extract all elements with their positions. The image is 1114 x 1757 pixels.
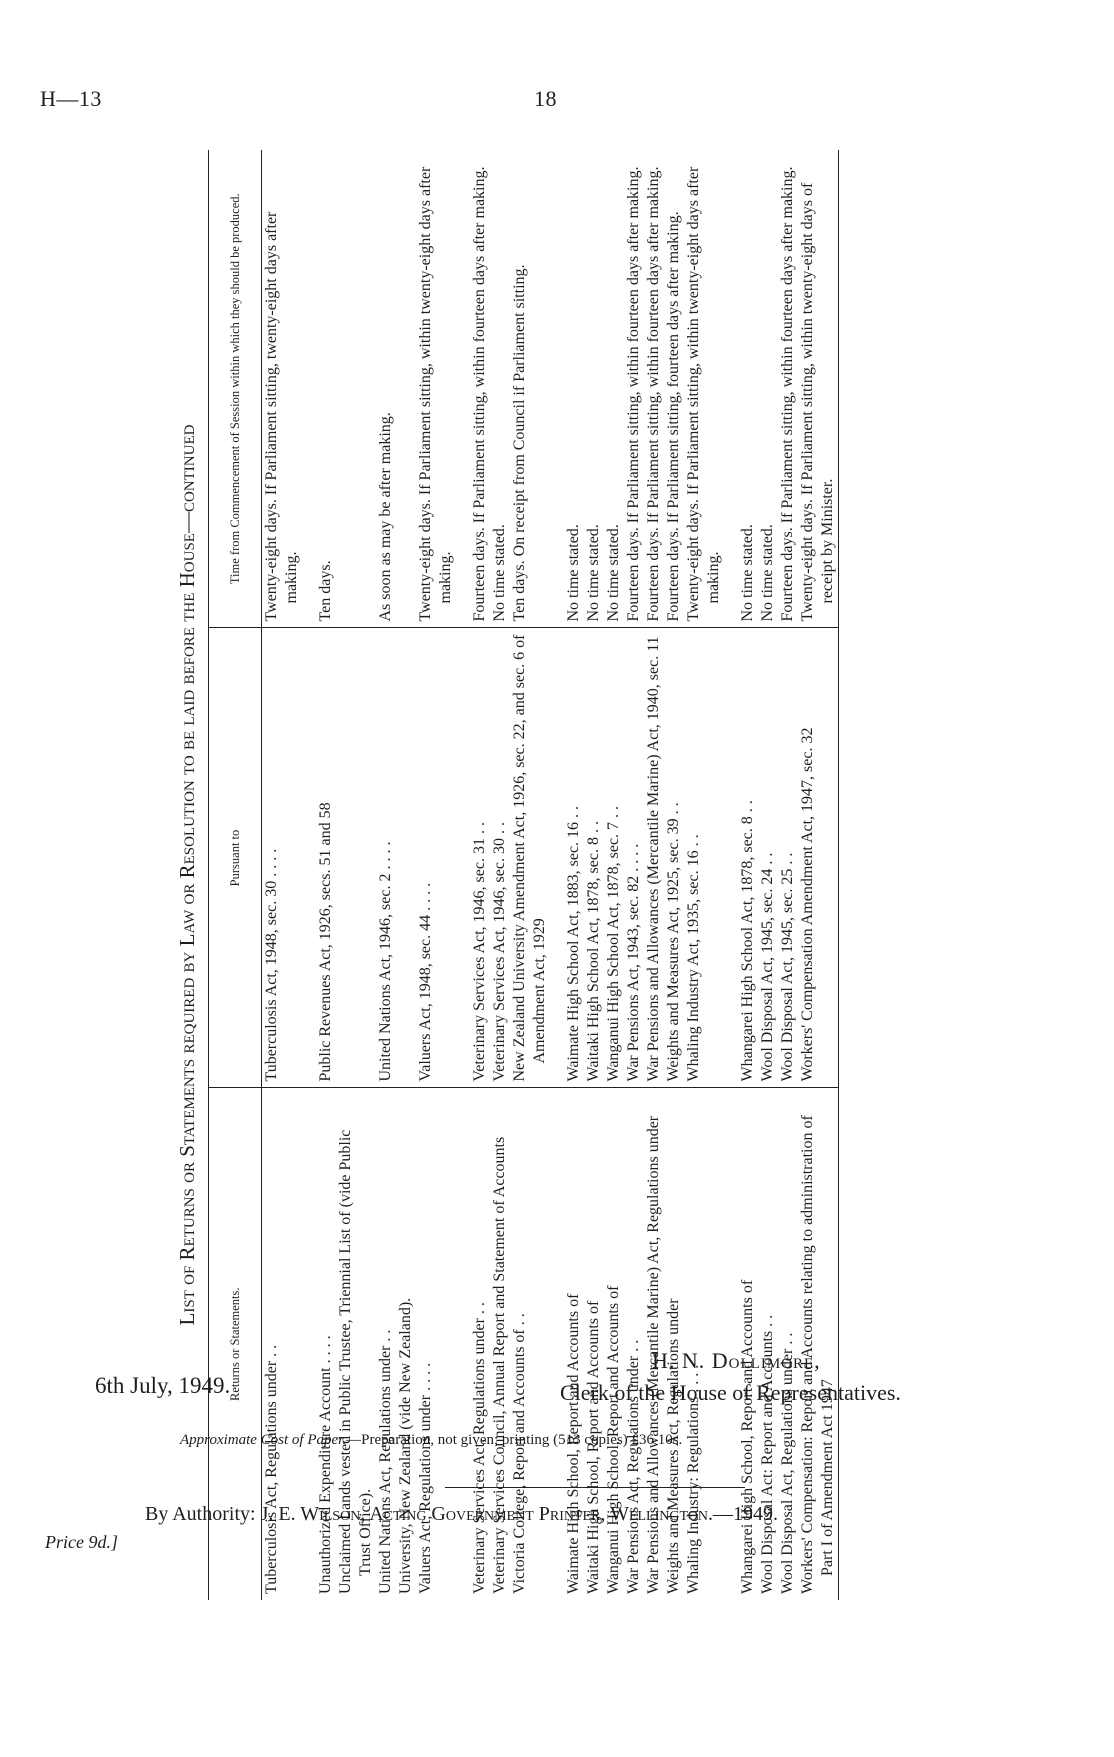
table-row [336, 150, 376, 1600]
cell-pursuant [604, 628, 624, 1088]
cell-pursuant-text: Waitaki High School Act, 1878, sec. 8 . . [585, 821, 602, 1082]
cell-return-text: Whangarei High School, Report and Accounts of [739, 1279, 756, 1594]
cell-time [664, 150, 684, 628]
cell-pursuant-text: Whangarei High School Act, 1878, sec. 8 . . [739, 800, 756, 1082]
cell-time [564, 150, 584, 628]
page-number: 18 [534, 86, 557, 111]
cell-return-text: Waitaki High School, Report and Accounts of [585, 1300, 602, 1594]
column-header-returns: Returns or Statements. [209, 1088, 262, 1600]
cell-time [644, 150, 664, 628]
cell-return-text: War Pensions and Allowances (Mercantile Marine) Act, Regulations under [645, 1115, 662, 1594]
table-row [490, 150, 510, 1600]
cell-time-text: Fourteen days. If Parliament sitting, within fourteen days after making. [645, 166, 662, 622]
signatory-name [652, 1348, 821, 1374]
signatory-title: Clerk of the House of Representatives. [560, 1380, 901, 1405]
cell-time [604, 150, 624, 628]
cell-pursuant [490, 628, 510, 1088]
cell-return-text: Unclaimed Lands vested in Public Trustee, Triennial List of (vide Public Trust Office). [337, 1129, 374, 1594]
cell-return-text: Wool Disposal Act, Regulations under . . [779, 1332, 796, 1594]
cell-pursuant [416, 628, 456, 1088]
cell-pursuant-text: Wool Disposal Act, 1945, sec. 25 . . [779, 852, 796, 1082]
signatory-name-text: H. N. Dollimore, [652, 1348, 821, 1373]
cell-return-text: Veterinary Services Act, Regulations under . . [471, 1302, 488, 1594]
group-spacer [302, 150, 316, 1600]
cell-time [470, 150, 490, 628]
cost-of-paper [180, 1432, 682, 1449]
cell-return-text: University, New Zealand (vide New Zealand). [397, 1297, 414, 1594]
cell-time-text: Twenty-eight days. If Parliament sitting, within twenty-eight days after making. [417, 166, 454, 622]
cell-time-text: No time stated. [605, 524, 622, 622]
cell-return-text: Workers' Compensation: Report and Accounts relating to administration of Part I of Amendment Act 1947 [799, 1115, 836, 1594]
cell-time [336, 150, 376, 628]
cell-time-text: No time stated. [585, 524, 602, 622]
cell-pursuant [684, 628, 724, 1088]
cell-pursuant-text: Veterinary Services Act, 1946, sec. 31 . . [471, 822, 488, 1082]
cell-return-text: United Nations Act, Regulations under . . [377, 1329, 394, 1594]
cell-time-text: No time stated. [491, 524, 508, 622]
cell-return-text: Veterinary Services Council, Annual Report and Statement of Accounts [491, 1136, 508, 1594]
cell-pursuant-text: Wool Disposal Act, 1945, sec. 24 . . [759, 852, 776, 1082]
table-row [396, 150, 416, 1600]
spacer-cell [550, 150, 564, 628]
cell-pursuant [758, 628, 778, 1088]
spacer-cell [302, 150, 316, 628]
cell-pursuant-text: War Pensions and Allowances (Mercantile Marine) Act, 1940, sec. 11 [645, 636, 662, 1082]
spacer-cell [724, 150, 738, 628]
cell-pursuant [778, 628, 798, 1088]
column-header-time: Time from Commencement of Session within which they should be produced. [209, 150, 262, 628]
paper-code: H—13 [40, 86, 102, 111]
cell-time [316, 150, 336, 628]
cell-time-text: Ten days. On receipt from Council if Parliament sitting. [511, 264, 528, 622]
cell-pursuant-text: Workers' Compensation Amendment Act, 1947, sec. 32 [799, 727, 816, 1082]
cell-pursuant-text: Waimate High School Act, 1883, sec. 16 . . [565, 805, 582, 1082]
authority-line [145, 1503, 778, 1526]
cell-return-text: Wool Disposal Act: Report and Accounts . . [759, 1314, 776, 1594]
cell-return [798, 1088, 839, 1600]
cell-time-text: No time stated. [565, 524, 582, 622]
spacer-cell [724, 628, 738, 1088]
cell-return-text: Wanganui High School, Report and Accounts of [605, 1285, 622, 1594]
column-header-pursuant: Pursuant to [209, 628, 262, 1088]
cell-return-text: War Pensions Act, Regulations under . . [625, 1339, 642, 1594]
cell-time [738, 150, 758, 628]
cell-time [778, 150, 798, 628]
cell-return-text: Waimate High School, Report and Accounts of [565, 1293, 582, 1594]
cell-pursuant-text: Veterinary Services Act, 1946, sec. 30 . . [491, 822, 508, 1082]
cell-time-text: Ten days. [317, 560, 334, 622]
cell-time [758, 150, 778, 628]
footer-divider [445, 1487, 745, 1488]
cell-time [798, 150, 839, 628]
cell-time-text: As soon as may be after making. [377, 412, 394, 622]
spacer-cell [456, 150, 470, 628]
cell-pursuant-text: United Nations Act, 1946, sec. 2 . . . . [377, 841, 394, 1082]
cell-time-text: Twenty-eight days. If Parliament sitting, within twenty-eight days of receipt by Minister. [799, 182, 836, 622]
cell-return-text: Weights and Measures Act, Regulations under [665, 1298, 682, 1594]
cell-pursuant-text: Wanganui High School Act, 1878, sec. 7 . . [605, 805, 622, 1082]
table-row [510, 150, 550, 1600]
table-row [416, 150, 456, 1600]
cell-pursuant-text: Valuers Act, 1948, sec. 44 . . . . [417, 882, 434, 1082]
cell-time-text: Fourteen days. If Parliament sitting, within fourteen days after making. [779, 166, 796, 622]
cell-pursuant [564, 628, 584, 1088]
cell-pursuant-text: War Pensions Act, 1943, sec. 82 . . . . [625, 843, 642, 1082]
cell-return-text: Valuers Act, Regulations under . . . . [417, 1362, 434, 1594]
cell-pursuant [624, 628, 644, 1088]
cell-return-text: Victoria College, Report and Accounts of . . [511, 1313, 528, 1594]
cell-time-text: No time stated. [759, 524, 776, 622]
signature-date: 6th July, 1949. [95, 1373, 231, 1398]
cell-pursuant [644, 628, 664, 1088]
cell-pursuant [798, 628, 839, 1088]
cell-pursuant-text: Whaling Industry Act, 1935, sec. 16 . . [685, 834, 702, 1082]
cell-time-text: Fourteen days. If Parliament sitting, within fourteen days after making. [625, 166, 642, 622]
cell-time-text: No time stated. [739, 524, 756, 622]
authority-prefix: By Authority: [145, 1503, 256, 1525]
cell-time [396, 150, 416, 628]
cell-return-text: Whaling Industry: Regulations . . . . [685, 1364, 702, 1594]
cell-time [684, 150, 724, 628]
cell-pursuant [664, 628, 684, 1088]
cost-label: Approximate Cost of Paper. [180, 1432, 347, 1448]
group-spacer [456, 150, 470, 1600]
spacer-cell [550, 628, 564, 1088]
cell-time-text: Fourteen days. If Parliament sitting, within fourteen days after making. [471, 166, 488, 622]
cell-pursuant-text: Tuberculosis Act, 1948, sec. 30 . . . . [263, 848, 280, 1082]
cell-time [584, 150, 604, 628]
cost-text: —Preparation, not given; printing (513 copies) £36 10s. [346, 1432, 683, 1448]
cell-time-text: Twenty-eight days. If Parliament sitting, within twenty-eight days after making. [685, 166, 722, 622]
cell-time [490, 150, 510, 628]
cell-pursuant [376, 628, 396, 1088]
cell-pursuant [316, 628, 336, 1088]
cell-time [262, 150, 303, 628]
cell-time [624, 150, 644, 628]
table-title-text: List of Returns or Statements required by Law or Resolution to be laid before the House—continued [175, 424, 199, 1326]
cell-time [376, 150, 396, 628]
printer-text: J. E. Wilson, Acting Government Printer, Wellington.—1949. [260, 1503, 779, 1525]
cell-time-text: Fourteen days. If Parliament sitting, fourteen days after making. [665, 211, 682, 622]
cell-pursuant [470, 628, 490, 1088]
cell-pursuant [336, 628, 376, 1088]
cell-pursuant-text: New Zealand University Amendment Act, 1926, sec. 22, and sec. 6 of Amendment Act, 1929 [511, 634, 548, 1082]
cell-pursuant-text: Weights and Measures Act, 1925, sec. 39 . . [665, 802, 682, 1082]
cell-time [510, 150, 550, 628]
cell-time-text: Twenty-eight days. If Parliament sitting, twenty-eight days after making. [263, 211, 300, 622]
cell-pursuant [738, 628, 758, 1088]
cell-return-text: Tuberculosis Act, Regulations under . . [263, 1344, 280, 1594]
cell-pursuant [262, 628, 303, 1088]
table-row [376, 150, 396, 1600]
spacer-cell [302, 628, 316, 1088]
table-row [262, 150, 303, 1600]
price: Price 9d.] [45, 1532, 118, 1552]
cell-time [416, 150, 456, 628]
cell-pursuant [396, 628, 416, 1088]
cell-return-text: Unauthorized Expenditure Account . . . . [317, 1335, 334, 1594]
table-row [316, 150, 336, 1600]
cell-pursuant-text: Public Revenues Act, 1926, secs. 51 and 58 [317, 802, 334, 1082]
cell-return [778, 1088, 798, 1600]
cell-pursuant [584, 628, 604, 1088]
spacer-cell [456, 628, 470, 1088]
table-row [470, 150, 490, 1600]
cell-pursuant [510, 628, 550, 1088]
